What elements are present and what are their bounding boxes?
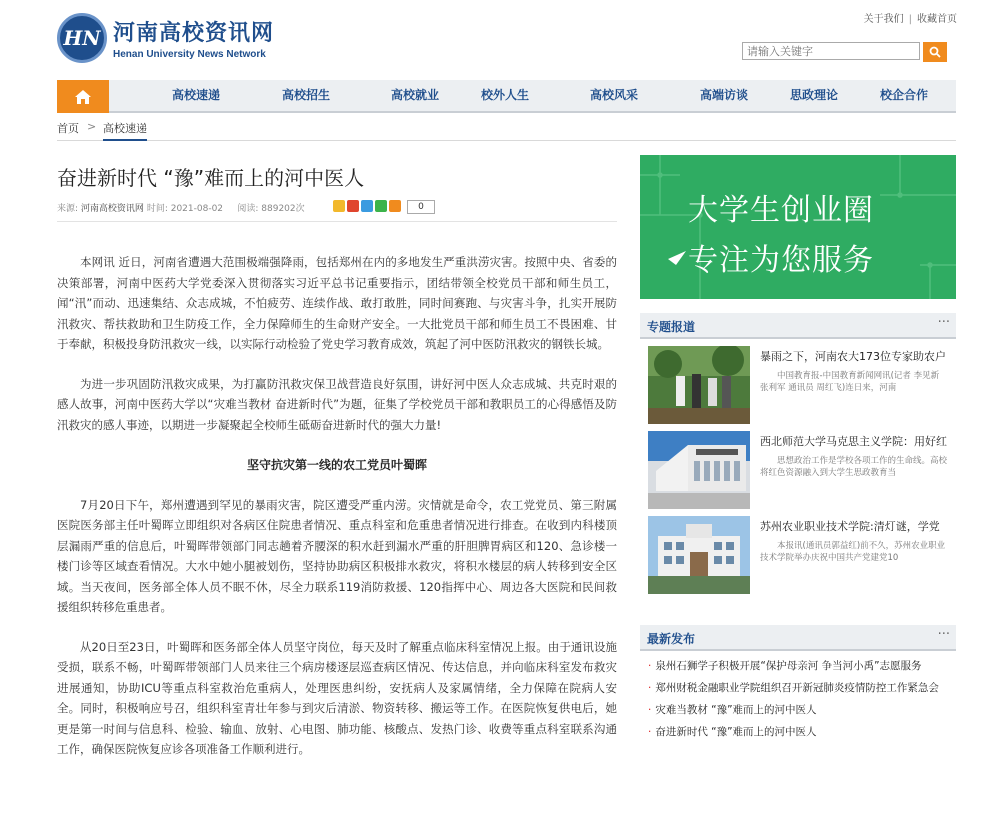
nav-item-ideology[interactable]: 思政理论 <box>790 88 839 102</box>
latest-item-link[interactable]: 奋进新时代 “豫”难而上的河中医人 <box>655 726 817 738</box>
special-reports-header <box>640 313 956 339</box>
latest-item-link[interactable]: 泉州石狮学子积极开展“保护母亲河 争当河小禹”志愿服务 <box>655 660 922 672</box>
share-qq-icon[interactable] <box>361 200 373 212</box>
latest-item-link[interactable]: 灾难当教材 “豫”难而上的河中医人 <box>655 704 817 716</box>
article-meta <box>57 201 305 214</box>
meta-views: 889202次 <box>261 204 305 214</box>
special-reports-title: 专题报道 <box>647 320 696 334</box>
about-link[interactable]: 关于我们 <box>863 14 904 25</box>
nav-item-style[interactable]: 高校风采 <box>590 88 639 102</box>
logo-title: 河南高校资讯网 <box>113 20 275 46</box>
share-qzone-icon[interactable] <box>333 200 345 212</box>
logo-subtitle: Henan University News Network <box>113 49 266 60</box>
share-bar <box>333 200 435 214</box>
breadcrumb-current[interactable]: 高校速递 <box>103 120 147 141</box>
breadcrumb-chevron-icon: > <box>87 120 97 133</box>
nav-item-interviews[interactable]: 高端访谈 <box>700 88 749 102</box>
special-item-desc: 本报讯(通讯员郭益红)前不久，苏州农业职业技术学院举办庆祝中国共产党建党10 <box>760 541 946 563</box>
special-item-desc: 思想政治工作是学校各项工作的生命线。高校将红色资源融入到大学生思政教育当 <box>760 456 948 478</box>
share-more-icon[interactable] <box>389 200 401 212</box>
title-divider <box>57 221 617 222</box>
latest-item[interactable]: · 奋进新时代 “豫”难而上的河中医人 <box>648 726 817 738</box>
search-input[interactable] <box>742 42 920 60</box>
nav-home-button[interactable] <box>57 80 109 113</box>
nav-item-admissions[interactable]: 高校招生 <box>282 88 331 102</box>
latest-item[interactable]: · 泉州石狮学子积极开展“保护母亲河 争当河小禹”志愿服务 <box>648 660 922 672</box>
latest-header <box>640 625 956 651</box>
site-logo[interactable] <box>57 10 274 66</box>
banner-line-2: 专注为您服务 <box>688 243 874 278</box>
special-reports-more[interactable]: ··· <box>937 315 950 330</box>
latest-item[interactable]: · 郑州财税金融职业学院组织召开新冠肺炎疫情防控工作紧急会 <box>648 682 939 694</box>
bookmark-link[interactable]: 收藏首页 <box>917 14 957 25</box>
special-item[interactable] <box>648 346 948 426</box>
search-button[interactable] <box>923 42 947 62</box>
nav-item-cooperation[interactable]: 校企合作 <box>880 88 929 102</box>
special-item[interactable] <box>648 431 948 511</box>
special-item-image <box>648 516 750 594</box>
meta-views-label: 阅读: <box>237 204 259 214</box>
meta-source-label: 来源: <box>57 204 79 214</box>
latest-item[interactable]: · 灾难当教材 “豫”难而上的河中医人 <box>648 704 817 716</box>
article-paragraph: 本网讯 近日，河南省遭遇大范围极端强降雨，包括郑州在内的多地发生严重洪涝灾害。按照中央、省委的决策部署，河南中医药大学党委深入贯彻落实习近平总书记重要指示，团结带领全校党员干部和师生员工，闻“汛”而动、迅速集结、众志成城，不怕疲劳、连续作战、敢打敢胜，同时间赛跑、与灾害斗争，扎实开展防汛救灾、帮扶救助和卫生防疫工作，全力保障师生的生命财产安全。一大批党员干部和师生员工不畏困难、甘于奉献，积极投身防汛救灾一线，以实际行动检验了党史学习教育成效，筑起了河中医防汛救灾的钢铁长城。 <box>57 255 617 351</box>
special-item-title: 苏州农业职业技术学院:清灯谜，学党 <box>760 520 940 533</box>
breadcrumb <box>57 118 956 141</box>
breadcrumb-home[interactable]: 首页 <box>57 122 79 135</box>
latest-title: 最新发布 <box>647 632 696 646</box>
special-item-title: 暴雨之下，河南农大173位专家助农户 <box>760 350 946 363</box>
latest-item-link[interactable]: 郑州财税金融职业学院组织召开新冠肺炎疫情防控工作紧急会 <box>655 682 939 694</box>
logo-emblem: HN <box>57 13 107 63</box>
article-paragraph: 从20日至23日，叶蜀晖和医务部全体人员坚守岗位，每天及时了解重点临床科室情况上报。由于通讯设施受损，联系不畅，叶蜀晖带领部门人员来往三个病房楼逐层巡查病区情况、传达信息，并向临床科室发布救灾进展通知，协助ICU等重点科室救治危重病人，处理医患纠纷，安抚病人及家属情绪，全力保障在院病人安全。同时，积极响应号召，组织科室青壮年参与到灾后清淤、物资转移、搬运等工作。在医院恢复供电后，她更是第一时间与信息科、检验、输血、放射、心电图、肺功能、核酸点、发热门诊、收费等重点科室联系沟通工作，确保医院恢复应诊各项准备工作顺利进行。 <box>57 639 617 756</box>
article-body <box>57 252 617 760</box>
latest-more[interactable]: ··· <box>937 627 950 642</box>
promo-banner[interactable] <box>640 155 956 299</box>
special-item-image <box>648 346 750 424</box>
nav-item-express[interactable]: 高校速递 <box>172 88 221 102</box>
share-count: 0 <box>407 200 435 214</box>
nav-item-offcampus[interactable]: 校外人生 <box>481 88 530 102</box>
meta-source: 河南高校资讯网 <box>80 204 144 214</box>
meta-time-label: 时间: <box>146 204 168 214</box>
article-paragraph: 7月20日下午，郑州遭遇到罕见的暴雨灾害，院区遭受严重内涝。灾情就是命令，农工党党员、第三附属医院医务部主任叶蜀晖立即组织对各病区住院患者情况、重点科室和危重患者情况进行排查。在收到内科楼顶层漏雨严重的信息后，叶蜀晖带领部门同志趟着齐腰深的积水赶到漏水严重的肝胆脾胃病区和120、急诊楼一楼门诊等区域查看情况。大水中她小腿被划伤，坚持协助病区积极排水救灾，将积水楼层的病人转移到安全区域。当天夜间，医务部全体人员不眠不休，尽全力联系119消防救援、120指挥中心、周边各大医院和民间救援组织转移危重患者。 <box>57 497 617 614</box>
article-title: 奋进新时代 “豫”难而上的河中医人 <box>57 166 365 190</box>
special-item-image <box>648 431 750 509</box>
special-item-desc: 中国教育报-中国教育新闻网讯(记者 李见新 张利军 通讯员 周红飞)连日来，河南 <box>760 371 940 393</box>
share-weibo-icon[interactable] <box>347 200 359 212</box>
article-paragraph: 为进一步巩固防汛救灾成果，为打赢防汛救灾保卫战营造良好氛围，讲好河中医人众志成城、共克时艰的感人故事，河南中医药大学以“灾难当教材 奋进新时代”为题，征集了学校党员干部和教职员工的心得感悟及防汛救灾的感人事迹，以期进一步凝聚起全校师生砥砺奋进新时代的强大力量! <box>57 376 617 432</box>
article-subheading: 坚守抗灾第一线的农工党员叶蜀晖 <box>246 458 427 472</box>
home-icon <box>74 89 92 105</box>
banner-line-1: 大学生创业圈 <box>688 193 874 228</box>
special-item-title: 西北师范大学马克思主义学院：用好红 <box>760 435 947 448</box>
main-nav <box>57 80 956 113</box>
nav-item-employment[interactable]: 高校就业 <box>391 88 440 102</box>
share-wechat-icon[interactable] <box>375 200 387 212</box>
top-links: 关于我们 | 收藏首页 <box>863 14 957 25</box>
meta-time: 2021-08-02 <box>170 204 224 214</box>
search-icon <box>929 46 941 58</box>
search-bar <box>742 42 947 62</box>
latest-list <box>648 655 958 743</box>
special-item[interactable] <box>648 516 948 596</box>
